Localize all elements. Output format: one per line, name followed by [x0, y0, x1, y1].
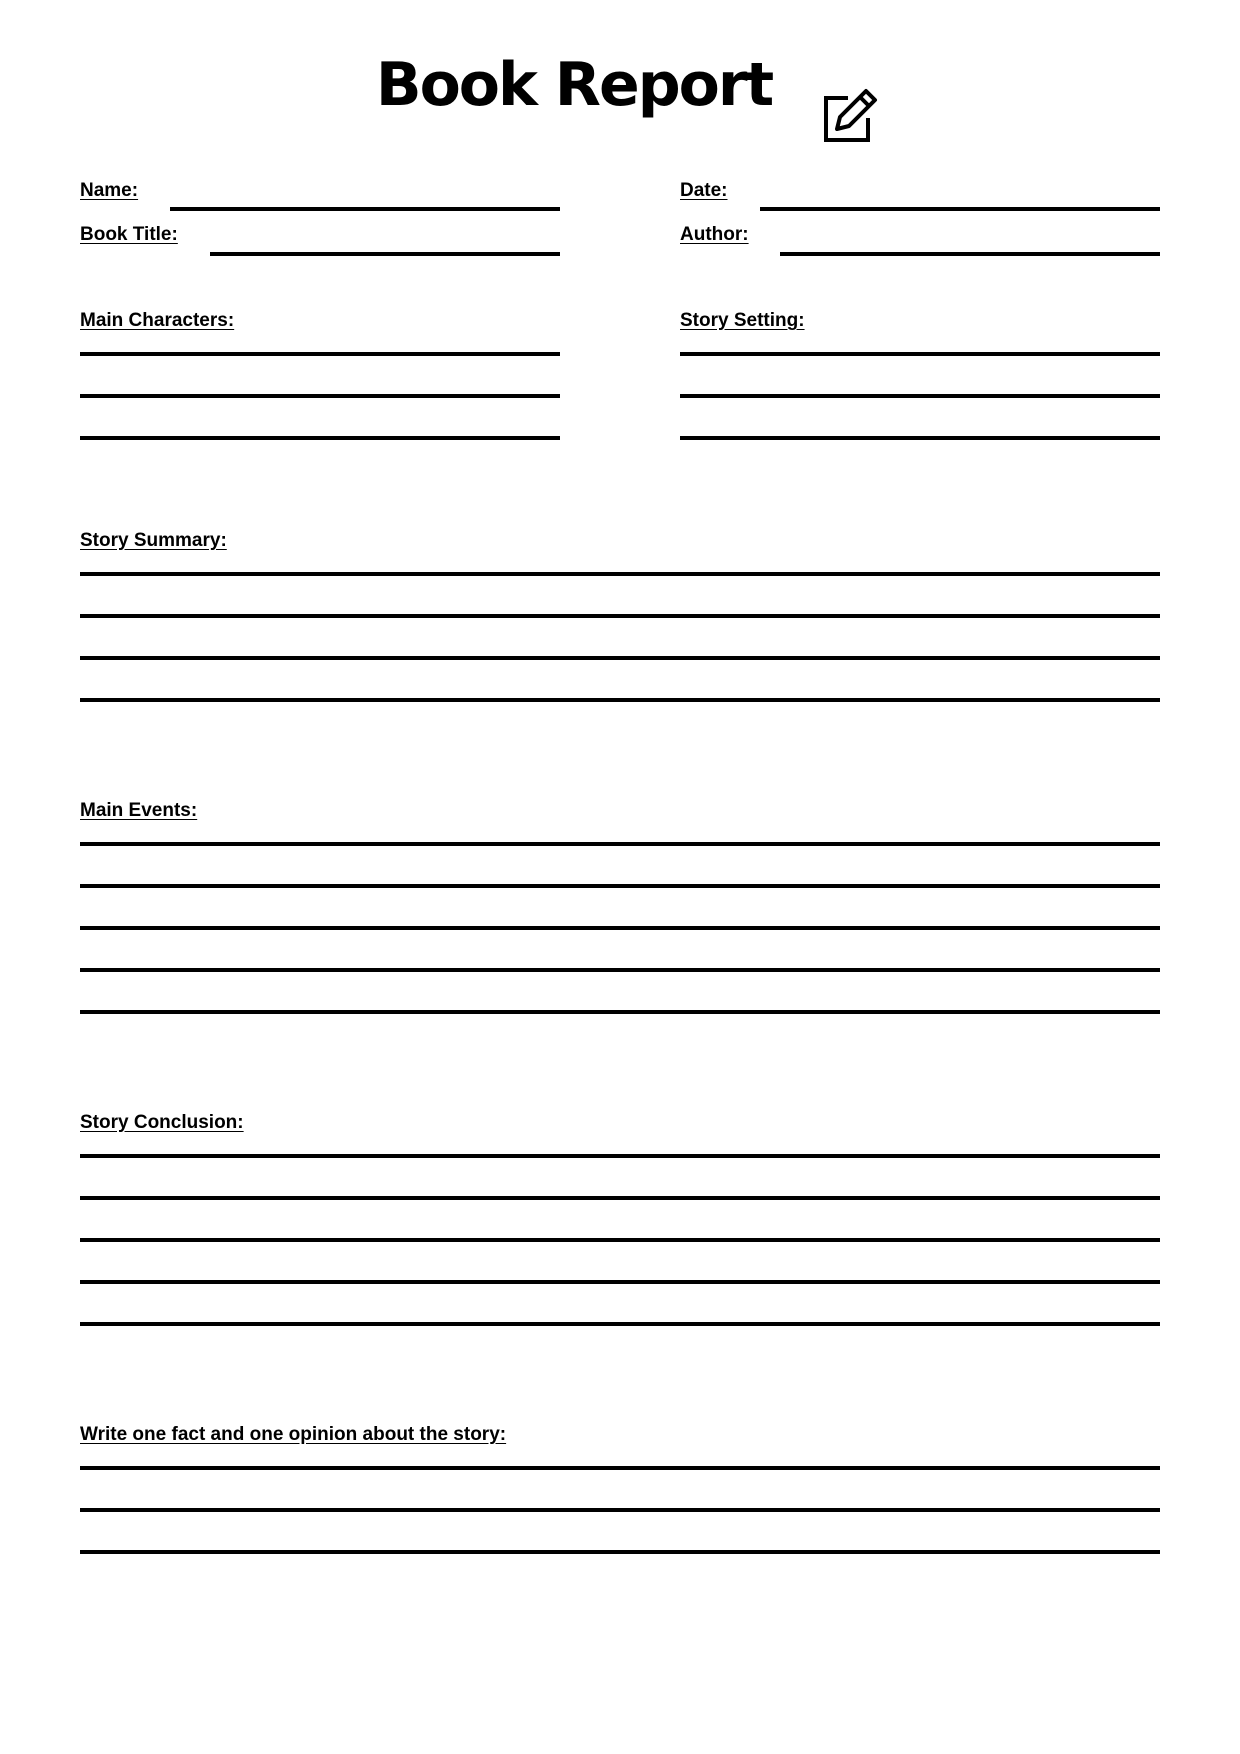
fact-opinion-line[interactable] — [80, 1508, 1160, 1512]
main-events-line[interactable] — [80, 968, 1160, 972]
book-title-label: Book Title: — [80, 224, 178, 245]
name-label: Name: — [80, 180, 139, 201]
main-events-line[interactable] — [80, 884, 1160, 888]
story-summary-line[interactable] — [80, 614, 1160, 618]
story-conclusion-line[interactable] — [80, 1322, 1160, 1326]
story-summary-line[interactable] — [80, 698, 1160, 702]
pencil-edit-icon — [822, 88, 878, 144]
main-characters-line[interactable] — [80, 352, 560, 356]
story-setting-label: Story Setting: — [680, 310, 805, 331]
author-label: Author: — [680, 224, 749, 245]
story-conclusion-label: Story Conclusion: — [80, 1112, 244, 1133]
story-summary-label: Story Summary: — [80, 530, 227, 551]
fact-opinion-label: Write one fact and one opinion about the story: — [80, 1424, 507, 1445]
fact-opinion-line[interactable] — [80, 1550, 1160, 1554]
story-conclusion-line[interactable] — [80, 1154, 1160, 1158]
main-characters-line[interactable] — [80, 436, 560, 440]
main-characters-label: Main Characters: — [80, 310, 235, 331]
story-summary-line[interactable] — [80, 572, 1160, 576]
story-conclusion-line[interactable] — [80, 1238, 1160, 1242]
story-setting-line[interactable] — [680, 352, 1160, 356]
date-label: Date: — [680, 180, 728, 201]
author-field[interactable] — [780, 252, 1160, 256]
page-title: Book Report — [375, 50, 773, 120]
book-title-field[interactable] — [210, 252, 560, 256]
main-events-line[interactable] — [80, 842, 1160, 846]
main-events-line[interactable] — [80, 1010, 1160, 1014]
main-events-label: Main Events: — [80, 800, 198, 821]
main-events-line[interactable] — [80, 926, 1160, 930]
story-setting-line[interactable] — [680, 436, 1160, 440]
fact-opinion-line[interactable] — [80, 1466, 1160, 1470]
name-field[interactable] — [170, 207, 560, 211]
story-conclusion-line[interactable] — [80, 1280, 1160, 1284]
story-setting-line[interactable] — [680, 394, 1160, 398]
main-characters-line[interactable] — [80, 394, 560, 398]
date-field[interactable] — [760, 207, 1160, 211]
story-summary-line[interactable] — [80, 656, 1160, 660]
story-conclusion-line[interactable] — [80, 1196, 1160, 1200]
